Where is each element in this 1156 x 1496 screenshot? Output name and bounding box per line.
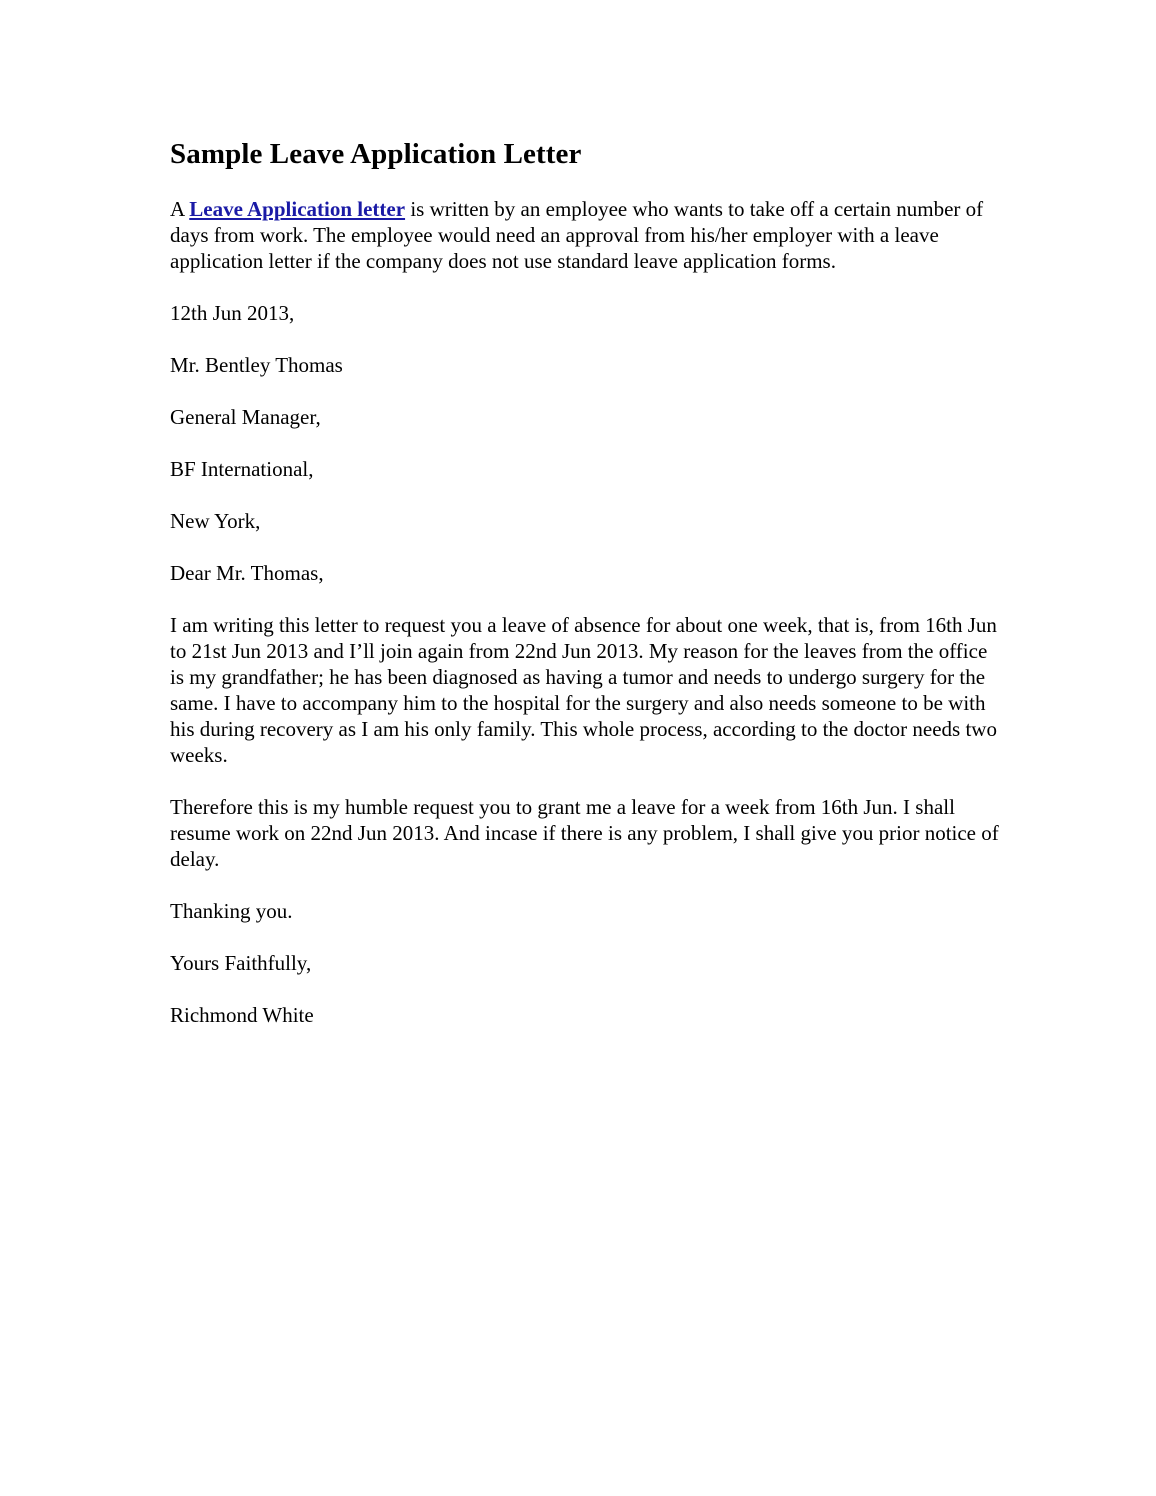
document-page (170, 130, 1000, 1028)
intro-prefix: A (170, 197, 190, 221)
recipient-title: General Manager, (170, 405, 321, 429)
intro-suffix: is written by an employee who wants to take off a certain number of days from work. The employee would need an approval from his/her employer with a leave application letter if the company does not use standard leave application forms. (170, 197, 984, 273)
recipient-name: Mr. Bentley Thomas (170, 353, 343, 377)
leave-application-link[interactable]: Leave Application letter (189, 197, 406, 221)
document-title: Sample Leave Application Letter (170, 138, 582, 170)
letter-date: 12th Jun 2013, (170, 301, 295, 325)
body-paragraph-1: I am writing this letter to request you a leave of absence for about one week, that is, from 16th Jun to 21st Jun 2013 and I’ll join again from 22nd Jun 2013. My reason for the leaves from the office is my grandfather; he has been diagnosed as having a tumor and needs to undergo surgery for the same. I have to accompany him to the hospital for the surgery and also needs someone to be with his during recovery as I am his only family. This whole process, according to the doctor needs two weeks. (170, 613, 997, 767)
recipient-city: New York, (170, 509, 261, 533)
signature-name: Richmond White (170, 1003, 314, 1027)
intro-paragraph (170, 196, 1000, 274)
closing-line: Yours Faithfully, (170, 951, 312, 975)
thanks-line: Thanking you. (170, 899, 293, 923)
body-paragraph-2: Therefore this is my humble request you to grant me a leave for a week from 16th Jun. I shall resume work on 22nd Jun 2013. And incase if there is any problem, I shall give you prior notice of delay. (170, 795, 999, 871)
salutation: Dear Mr. Thomas, (170, 561, 324, 585)
recipient-company: BF International, (170, 457, 314, 481)
